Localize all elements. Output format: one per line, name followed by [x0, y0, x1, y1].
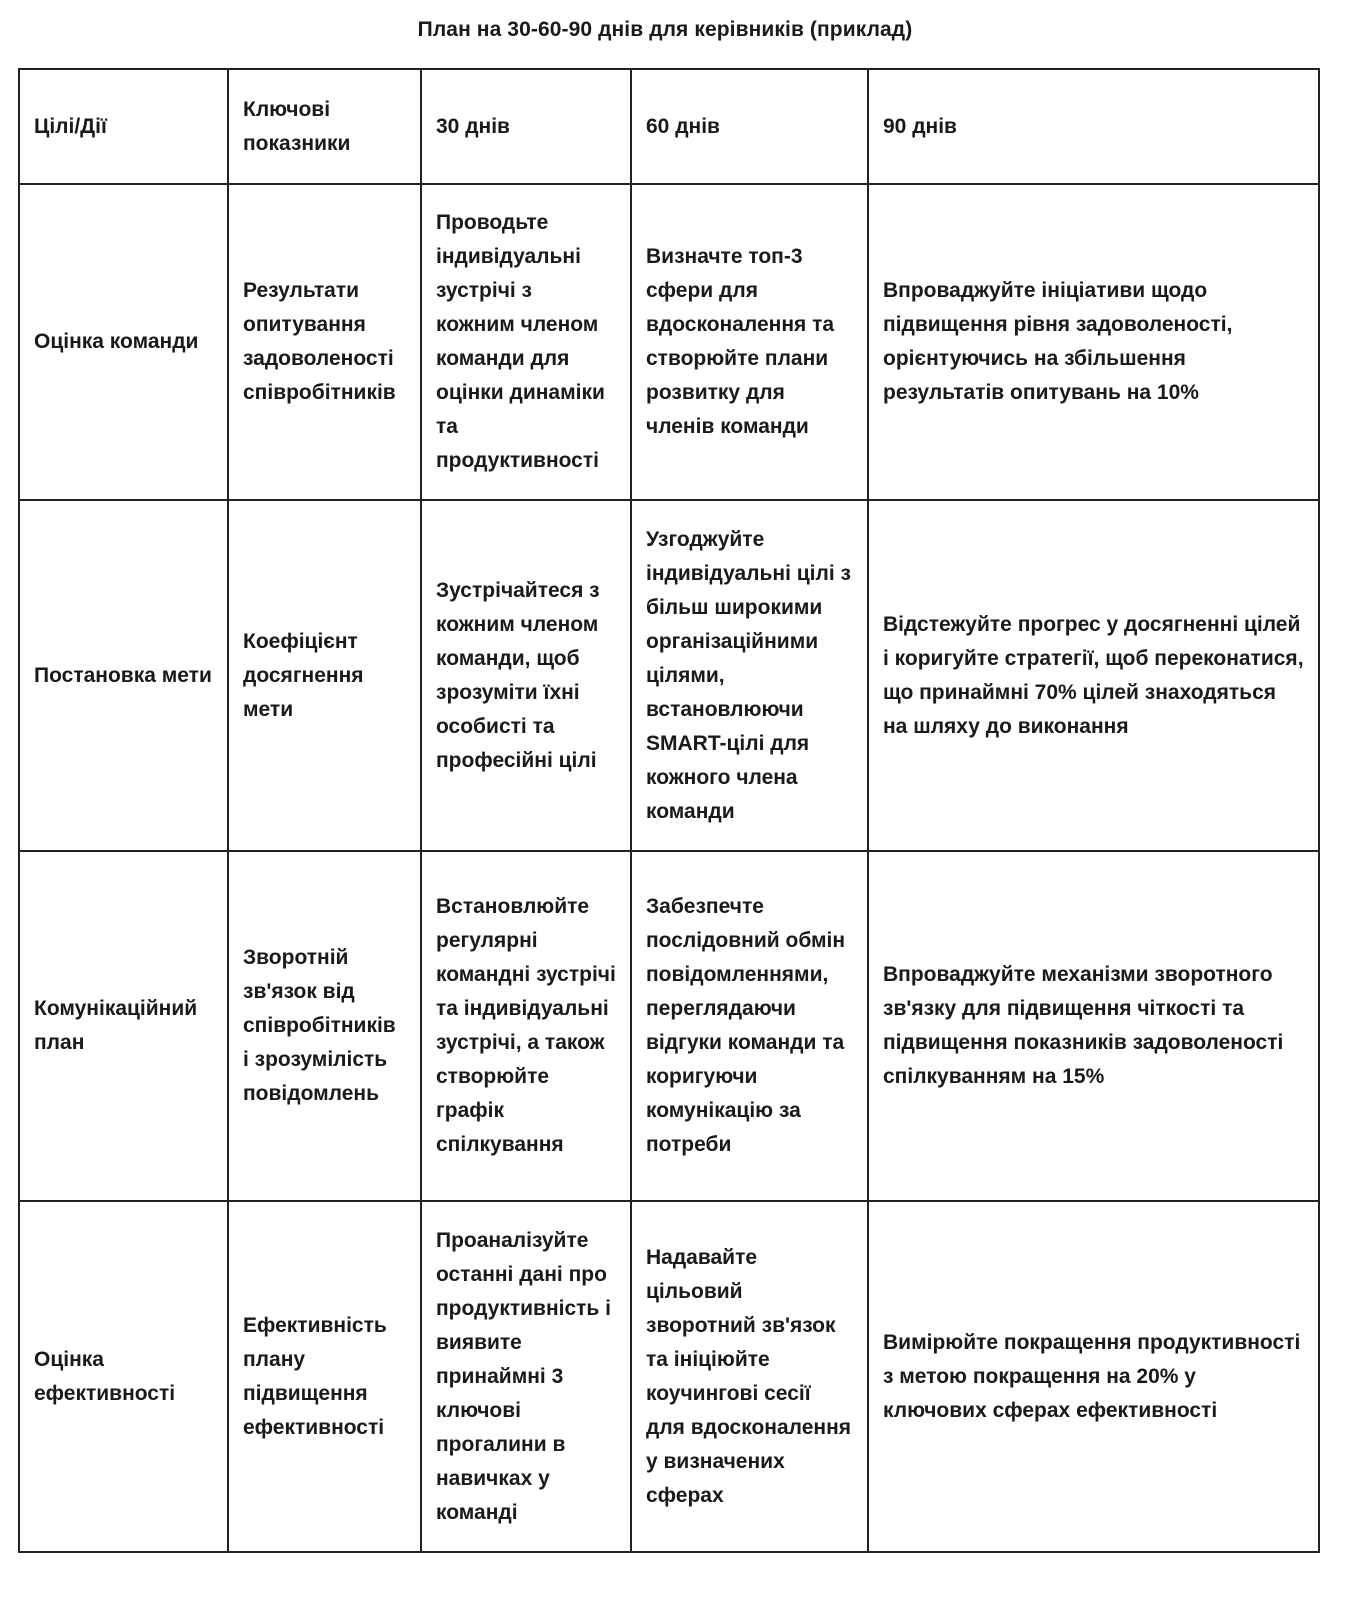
table-row [19, 500, 1319, 851]
metric-cell: Результати опитування задоволеності співробітників [228, 184, 421, 500]
table-row [19, 184, 1319, 500]
goal-cell: Постановка мети [19, 500, 228, 851]
day30-cell: Встановлюйте регулярні командні зустрічі та індивідуальні зустрічі, а також створюйте графік спілкування [421, 851, 631, 1201]
day90-cell: Відстежуйте прогрес у досягненні цілей і коригуйте стратегії, щоб переконатися, що принаймні 70% цілей знаходяться на шляху до виконання [868, 500, 1319, 851]
plan-table [18, 68, 1320, 1553]
table-row [19, 851, 1319, 1201]
day30-cell: Проаналізуйте останні дані про продуктивність і виявите принаймні 3 ключові прогалини в навичках у команді [421, 1201, 631, 1552]
day90-cell: Впроваджуйте ініціативи щодо підвищення рівня задоволеності, орієнтуючись на збільшення результатів опитувань на 10% [868, 184, 1319, 500]
day30-cell: Проводьте індивідуальні зустрічі з кожним членом команди для оцінки динаміки та продуктивності [421, 184, 631, 500]
day60-cell: Узгоджуйте індивідуальні цілі з більш широкими організаційними цілями, встановлюючи SMART-цілі для кожного члена команди [631, 500, 868, 851]
header-goals: Цілі/Дії [19, 69, 228, 184]
day60-cell: Забезпечте послідовний обмін повідомленнями, переглядаючи відгуки команди та коригуючи комунікацію за потреби [631, 851, 868, 1201]
day90-cell: Впроваджуйте механізми зворотного зв'язку для підвищення чіткості та підвищення показників задоволеності спілкуванням на 15% [868, 851, 1319, 1201]
day30-cell: Зустрічайтеся з кожним членом команди, щоб зрозуміти їхні особисті та професійні цілі [421, 500, 631, 851]
header-30-days: 30 днів [421, 69, 631, 184]
header-90-days: 90 днів [868, 69, 1319, 184]
day60-cell: Надавайте цільовий зворотний зв'язок та ініціюйте коучингові сесії для вдосконалення у визначених сферах [631, 1201, 868, 1552]
metric-cell: Коефіцієнт досягнення мети [228, 500, 421, 851]
day90-cell: Вимірюйте покращення продуктивності з метою покращення на 20% у ключових сферах ефективності [868, 1201, 1319, 1552]
goal-cell: Комунікаційний план [19, 851, 228, 1201]
page-title: План на 30-60-90 днів для керівників (приклад) [417, 18, 913, 41]
header-metrics: Ключові показники [228, 69, 421, 184]
day60-cell: Визначте топ-3 сфери для вдосконалення та створюйте плани розвитку для членів команди [631, 184, 868, 500]
table-row [19, 1201, 1319, 1552]
goal-cell: Оцінка команди [19, 184, 228, 500]
metric-cell: Зворотній зв'язок від співробітників і зрозумілість повідомлень [228, 851, 421, 1201]
goal-cell: Оцінка ефективності [19, 1201, 228, 1552]
header-60-days: 60 днів [631, 69, 868, 184]
table-header-row [19, 69, 1319, 184]
metric-cell: Ефективність плану підвищення ефективності [228, 1201, 421, 1552]
